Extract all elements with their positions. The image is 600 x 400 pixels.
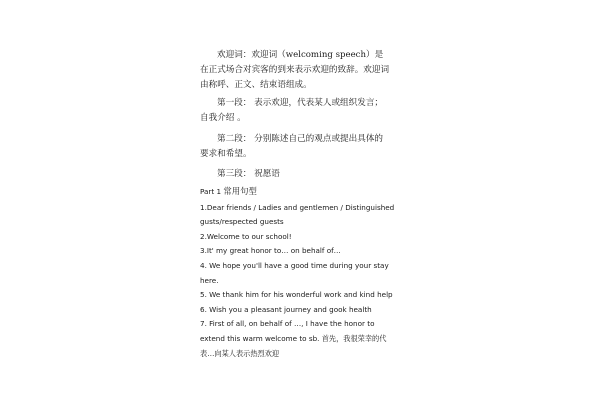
section-two-paragraph: 第二段： 分别陈述自己的观点或提出具体的要求和希望。: [200, 134, 384, 159]
part1-section: [200, 184, 400, 361]
section-three-paragraph: 第三段： 祝愿语: [217, 169, 280, 179]
definition-paragraph: 欢迎词：欢迎词（welcoming speech）是在正式场合对宾客的到来表示欢迎的致辞。欢迎词由称呼、正文、结束语组成。: [200, 50, 390, 90]
part1-heading: [200, 184, 400, 200]
part1-title-zh: 常用句型: [223, 186, 257, 196]
phrase-list: [200, 201, 400, 362]
section-one-paragraph: 第一段： 表示欢迎，代表某人或组织发言； 自我介绍 。: [200, 98, 384, 123]
list-item: 2.Welcome to our school!: [200, 231, 292, 241]
list-item: 1.Dear friends / Ladies and gentlemen / Distinguished gusts/respected guests: [200, 202, 395, 227]
part1-label: Part 1: [200, 187, 222, 196]
list-item: 4. We hope you'll have a good time during your stay here.: [200, 260, 389, 285]
list-item: 6. Wish you a pleasant journey and gook health: [200, 304, 372, 314]
intro-section: [200, 48, 390, 182]
list-item: 7. First of all, on behalf of …, I have the honor to extend this warm welcome to sb. 首先，我很荣幸的代表…向某人表示热烈欢迎: [200, 319, 387, 358]
list-item: 3.It' my great honor to… on behalf of…: [200, 246, 341, 256]
list-item: 5. We thank him for his wonderful work and kind help: [200, 290, 393, 300]
